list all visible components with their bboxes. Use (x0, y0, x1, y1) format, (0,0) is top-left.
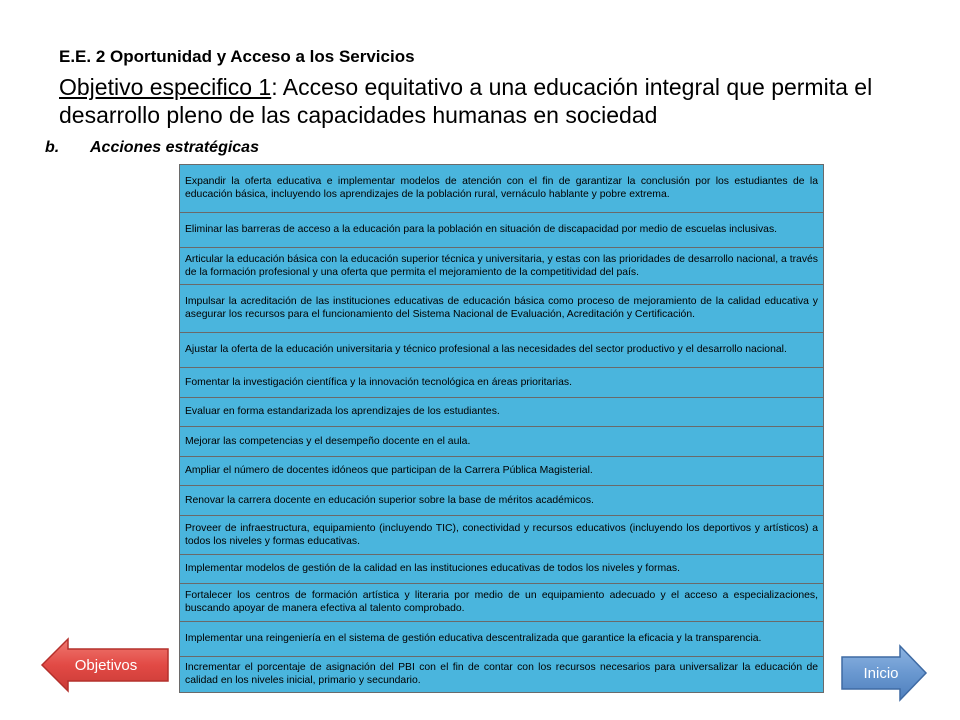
objective-heading (59, 73, 909, 129)
action-row: Fortalecer los centros de formación artística y literaria por medio de un equipamiento adecuado y el acceso a especializaciones, buscando apoyar de manera efectiva al talento comprobado. (180, 583, 823, 621)
action-row: Evaluar en forma estandarizada los aprendizajes de los estudiantes. (180, 397, 823, 426)
action-row: Articular la educación básica con la educación superior técnica y universitaria, y estas con las prioridades de desarrollo nacional, a través de la formación profesional y una oferta que permita el mejoramiento de la competitividad del país. (180, 247, 823, 284)
action-row: Eliminar las barreras de acceso a la educación para la población en situación de discapacidad por medio de escuelas inclusivas. (180, 212, 823, 247)
back-button-label: Objetivos (74, 656, 138, 674)
action-row: Ajustar la oferta de la educación universitaria y técnico profesional a las necesidades del sector productivo y el desarrollo nacional. (180, 332, 823, 367)
action-row: Incrementar el porcentaje de asignación del PBI con el fin de contar con los recursos necesarios para universalizar la educación de calidad en los niveles inicial, primario y secundario. (180, 656, 823, 692)
action-row: Renovar la carrera docente en educación superior sobre la base de méritos académicos. (180, 485, 823, 515)
action-row: Fomentar la investigación científica y la innovación tecnológica en áreas prioritarias. (180, 367, 823, 397)
back-to-objectives-button[interactable] (40, 637, 172, 693)
action-row: Ampliar el número de docentes idóneos que participan de la Carrera Pública Magisterial. (180, 456, 823, 485)
section-letter: b. (45, 139, 60, 156)
objective-label: Objetivo especifico 1 (59, 74, 272, 100)
section-heading (45, 139, 259, 157)
objective-text: Acceso equitativo a una educación integral que permita el desarrollo pleno de las capacidades humanas en sociedad (59, 74, 873, 128)
action-row: Proveer de infraestructura, equipamiento (incluyendo TIC), conectividad y recursos educativos (incluyendo los deportivos y artísticos) a todos los niveles y formas educativas. (180, 515, 823, 554)
home-button[interactable] (840, 644, 928, 702)
objective-separator: : (271, 74, 278, 100)
action-row: Implementar modelos de gestión de la calidad en las instituciones educativas de todos los niveles y formas. (180, 554, 823, 583)
actions-table (179, 164, 824, 693)
action-row: Impulsar la acreditación de las instituciones educativas de educación básica como proceso de mejoramiento de la calidad educativa y asegurar los recursos para el funcionamiento del Sistema Nacional de Evaluación, Acreditación y Certificación. (180, 284, 823, 332)
home-button-label: Inicio (863, 664, 899, 682)
action-row: Mejorar las competencias y el desempeño docente en el aula. (180, 426, 823, 456)
section-title: Acciones estratégicas (90, 139, 259, 156)
strategy-heading: E.E. 2 Oportunidad y Acceso a los Servicios (59, 47, 415, 66)
action-row: Implementar una reingeniería en el sistema de gestión educativa descentralizada que garantice la eficacia y la transparencia. (180, 621, 823, 656)
action-row: Expandir la oferta educativa e implementar modelos de atención con el fin de garantizar la conclusión por los estudiantes de la educación básica, incluyendo los aprendizajes de la población rural, vernáculo hablante y pobre extrema. (185, 176, 818, 200)
